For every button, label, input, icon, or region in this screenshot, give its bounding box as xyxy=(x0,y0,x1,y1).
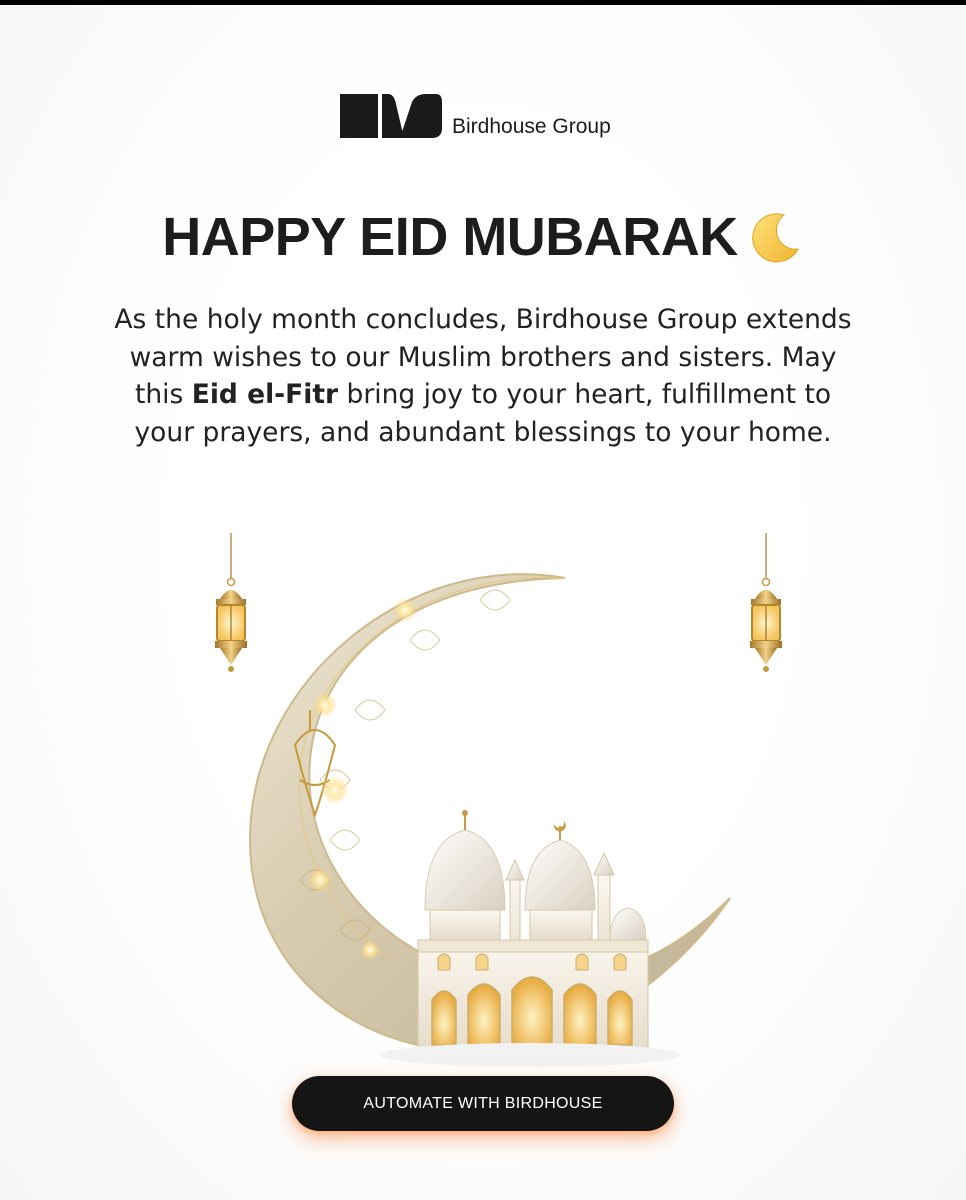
message-text-end: bring joy to your heart, fulfillment to your prayers, and abundant blessings to your home. xyxy=(134,379,832,448)
brand-header xyxy=(340,94,611,138)
page-title: HAPPY EID MUBARAK xyxy=(162,207,738,267)
crescent-moon-icon xyxy=(748,209,804,265)
brand-name: Birdhouse Group xyxy=(452,115,611,138)
message-highlight: Eid el-Fitr xyxy=(191,379,339,410)
greeting-message xyxy=(105,301,861,451)
automate-button-label: AUTOMATE WITH BIRDHOUSE xyxy=(363,1094,603,1112)
headline xyxy=(0,200,966,274)
crescent-mosque-illustration xyxy=(180,530,820,1070)
automate-button[interactable] xyxy=(292,1076,674,1131)
birdhouse-logo-icon xyxy=(340,94,442,138)
message-text: As the holy month concludes, Birdhouse Group extends warm wishes to our Muslim brothers and sisters. May this xyxy=(114,304,852,410)
